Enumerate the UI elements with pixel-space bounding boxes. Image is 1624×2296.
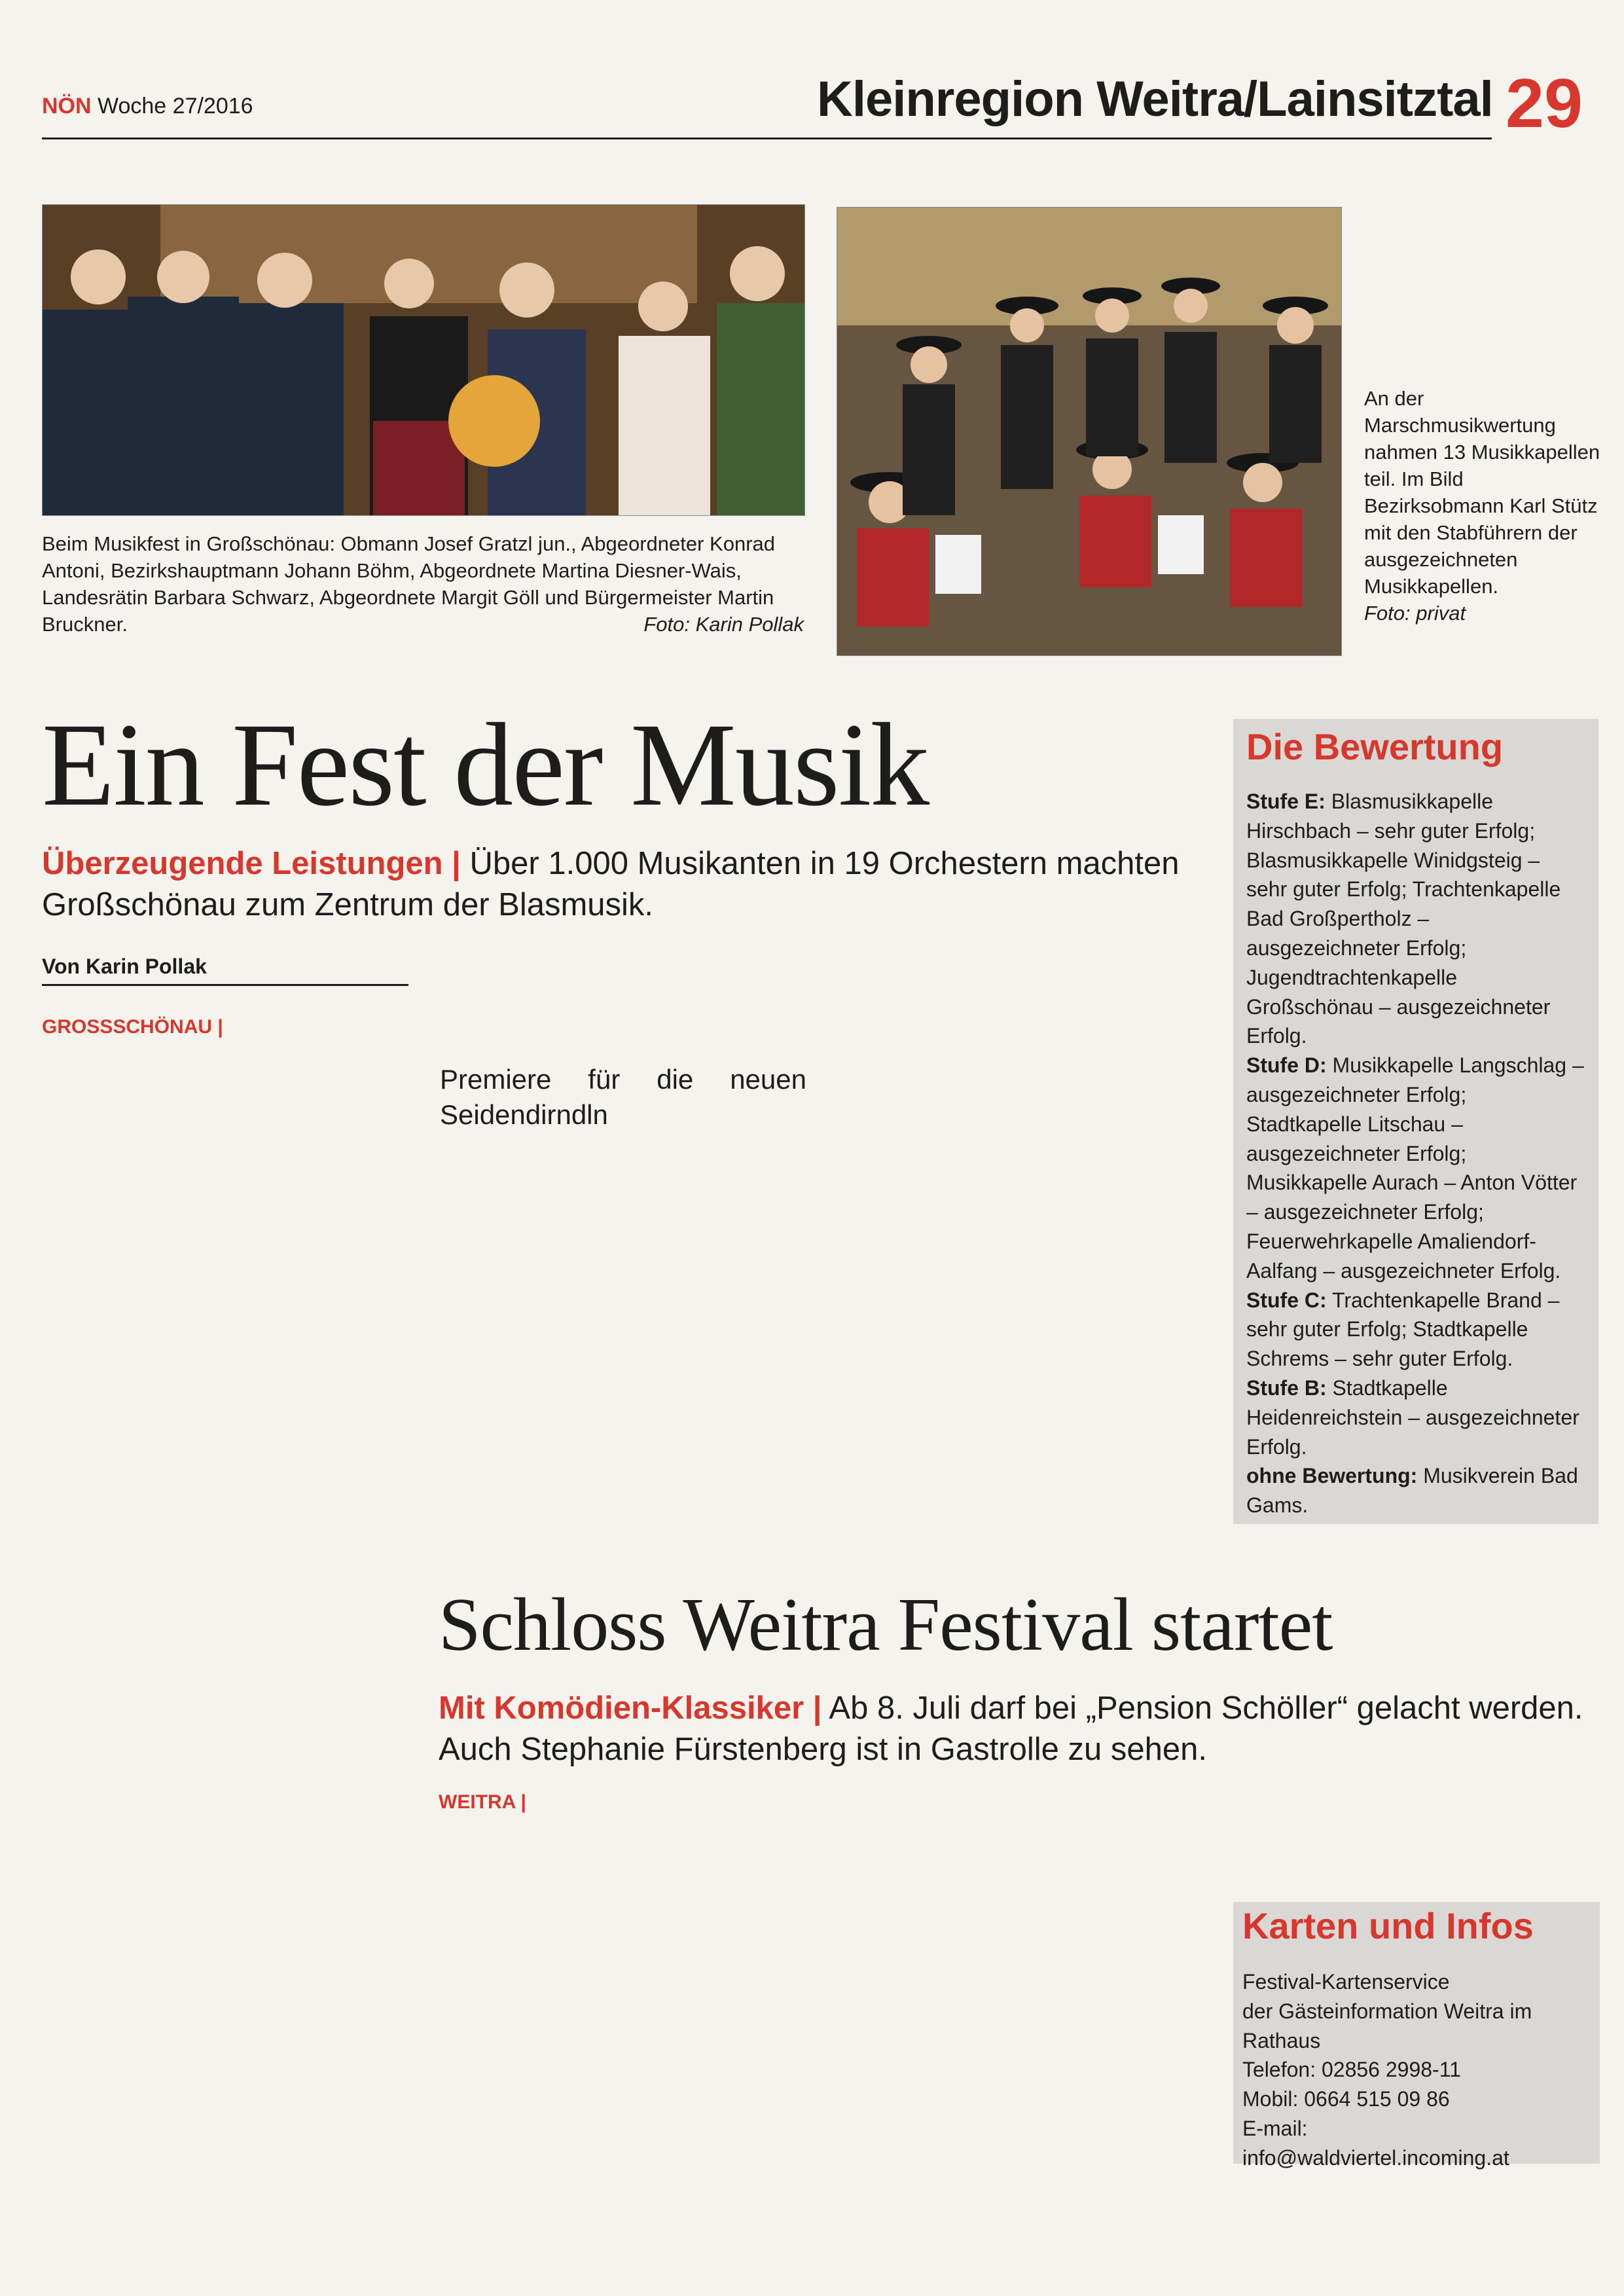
info-line: der Gästeinformation Weitra im (1242, 1999, 1532, 2023)
rating-result: Trachtenkapelle Brand – sehr guter Erfolg; Stadtkapelle Schrems – sehr guter Erfolg. (1246, 1288, 1560, 1371)
rating-level: Stufe B: (1246, 1376, 1327, 1400)
photo-conductors (837, 207, 1342, 656)
rating-level: ohne Bewertung: (1246, 1464, 1418, 1488)
rating-result: Blasmusikkapelle Hirschbach – sehr guter Erfolg; Blasmusikkapelle Winidgsteig – sehr guter Erfolg; Trachtenkapelle Bad Großpertholz – ausgezeichneter Erfolg; Jugendtrachtenkapelle Großschönau – ausgezeichneter Erfolg. (1246, 790, 1561, 1048)
article1-headline: Ein Fest der Musik (42, 699, 929, 831)
info-box-title: Karten und Infos (1242, 1905, 1534, 1946)
info-phone: Telefon: 02856 2998-11 (1242, 2058, 1461, 2082)
article1-column-2 (440, 957, 806, 1150)
article1-deck-text: Über 1.000 Musikanten in 19 Orchestern machten Großschönau zum Zentrum der Blasmusik. (42, 846, 1180, 922)
rating-level: Stufe C: (1246, 1288, 1327, 1312)
rating-result: Stadtkapelle Heidenreichstein – ausgezeichneter Erfolg. (1246, 1376, 1579, 1459)
caption-text: An der Marschmusikwertung nahmen 13 Musikkapellen teil. Im Bild Bezirksobmann Karl Stütz mit den Stabführern der ausgezeichneten Musikkapellen. (1364, 387, 1600, 598)
caption-text: Beim Musikfest in Großschönau: Obmann Josef Gratzl jun., Abgeordneter Konrad Antoni, Bezirkshauptmann Johann Böhm, Abgeordnete Martina Diesner-Wais, Landesrätin Barbara Schwarz, Abgeordnete Margit Göll und Bürgermeister Martin Bruckner. (42, 532, 775, 636)
rating-entry (1246, 787, 1585, 1051)
rating-entry (1246, 1374, 1585, 1461)
article1-kicker: Überzeugende Leistungen | (42, 846, 461, 881)
article2-deck-text: Ab 8. Juli darf bei „Pension Schöller“ gelacht werden. Auch Stephanie Fürstenberg ist in Gastrolle zu sehen. (439, 1690, 1583, 1767)
header-rule (42, 137, 1492, 139)
rating-entry (1246, 1286, 1585, 1374)
rating-box-list (1246, 787, 1585, 1520)
article1-subhead: Premiere für die neuen Seidendirndln (440, 1064, 806, 1130)
info-line: Festival-Kartenservice (1242, 1970, 1450, 1994)
info-email[interactable]: info@waldviertel.incoming.at (1242, 2145, 1509, 2170)
article2-dateline: WEITRA | (439, 1791, 526, 1813)
photo-dignitaries-illustration (43, 205, 804, 515)
brand-logo: NÖN (42, 94, 92, 118)
rating-level: Stufe D: (1246, 1053, 1327, 1078)
rating-result: Musikkapelle Langschlag – ausgezeichneter Erfolg; Stadtkapelle Litschau – ausgezeichneter Erfolg; Musikkapelle Aurach – Anton Vötter – ausgezeichneter Erfolg; Feuerwehrkapelle Amaliendorf-Aalfang – ausgezeichneter Erfolg. (1246, 1053, 1584, 1283)
photo-dignitaries-caption (42, 530, 804, 638)
info-box-lines (1242, 1967, 1589, 2173)
issue-week: Woche 27/2016 (98, 94, 253, 118)
article2-deck (439, 1688, 1604, 1770)
rating-entry (1246, 1051, 1585, 1285)
section-title: Kleinregion Weitra/Lainsitztal (817, 71, 1493, 127)
article1-deck (42, 843, 1194, 926)
photo-conductors-illustration (837, 208, 1341, 655)
article2-column-1 (439, 1787, 805, 1817)
page-number: 29 (1506, 65, 1583, 142)
rating-entry (1246, 1461, 1585, 1520)
issue-label (42, 94, 253, 119)
rating-result: Musikverein Bad Gams. (1246, 1464, 1578, 1518)
photo-credit: Foto: privat (1364, 602, 1466, 625)
info-line: Rathaus (1242, 2028, 1321, 2052)
article1-dateline: GROSSSCHÖNAU | (42, 1016, 223, 1038)
info-mobile: Mobil: 0664 515 09 86 (1242, 2087, 1450, 2111)
photo-dignitaries (42, 204, 805, 516)
article2-headline: Schloss Weitra Festival startet (439, 1583, 1333, 1667)
photo-credit: Foto: Karin Pollak (643, 613, 804, 636)
photo-conductors-caption (1364, 385, 1606, 627)
rating-level: Stufe E: (1246, 790, 1326, 813)
info-box (1233, 1902, 1600, 2170)
info-email-label: E-mail: (1242, 2116, 1308, 2140)
rating-box-title: Die Bewertung (1246, 726, 1504, 767)
article1-byline: Von Karin Pollak (42, 955, 408, 986)
rating-box (1233, 719, 1598, 1524)
article1-column-1 (42, 1012, 408, 1042)
article2-kicker: Mit Komödien-Klassiker | (439, 1690, 822, 1726)
